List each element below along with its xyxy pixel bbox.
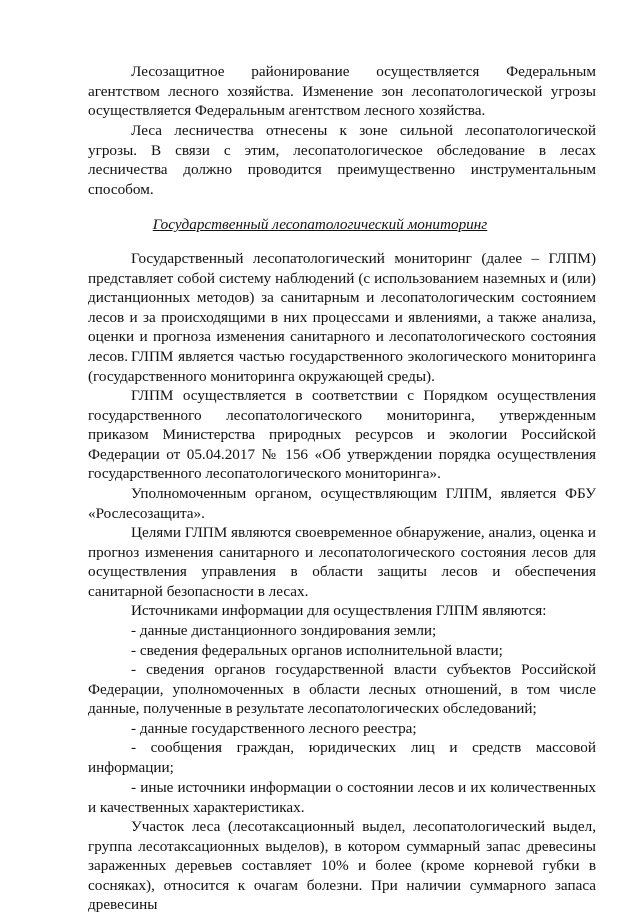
list-item-source: - данные дистанционного зондирования земли; (131, 622, 437, 639)
intro-paragraph-threat-zone: Леса лесничества отнесены к зоне сильной лесопатологической угрозы. В связи с этим, лесопатологическое обследование в лесах лесничества должно проводится преимущественно инструментальным способом. (88, 122, 596, 198)
list-item-source: - данные государственного лесного реестра; (131, 720, 417, 737)
list-item-source: - иные источники информации о состоянии лесов и их количественных и качественных характеристиках. (88, 779, 596, 816)
paragraph-glpm-part-of: ГЛПМ является частью государственного экологического мониторинга (государственного мониторинга окружающей среды). (88, 348, 596, 385)
paragraph-glpm-goals: Целями ГЛПМ являются своевременное обнаружение, анализ, оценка и прогноз изменения санитарного и лесопатологического состояния лесов для осуществления управления в области защиты лесов и обеспечения санитарной безопасности в лесах. (88, 524, 596, 600)
intro-paragraph-zoning: Лесозащитное районирование осуществляется Федеральным агентством лесного хозяйства. Изменение зон лесопатологической угрозы осуществляется Федеральным агентством лесного хозяйства. (88, 63, 596, 120)
paragraph-disease-focus: Участок леса (лесотаксационный выдел, лесопатологический выдел, группа лесотаксационных выделов), в котором суммарный запас древесины зараженных деревьев составляет 10% и более (кроме корневой губки в сосняках), относится к очагам болезни. При наличии суммарного запаса древесины (88, 818, 596, 914)
paragraph-authorized-body: Уполномоченным органом, осуществляющим ГЛПМ, является ФБУ «Рослесозащита». (88, 485, 596, 522)
list-item-source: - сведения федеральных органов исполнительной власти; (131, 642, 503, 659)
paragraph-sources-intro: Источниками информации для осуществления ГЛПМ являются: (131, 602, 547, 619)
paragraph-glpm-order: ГЛПМ осуществляется в соответствии с Порядком осуществления государственного лесопатологического мониторинга, утвержденным приказом Министерства природных ресурсов и экологии Российской Федерации от 05.04.2017 № 156 «Об утверждении порядка осуществления государственного лесопатологического мониторинга». (88, 387, 596, 483)
section-heading: Государственный лесопатологический мониторинг (152, 216, 488, 233)
list-item-source: - сведения органов государственной власти субъектов Российской Федерации, уполномоченных в области лесных отношений, в том числе данные, полученные в результате лесопатологических обследований; (88, 661, 596, 718)
paragraph-glpm-definition: Государственный лесопатологический мониторинг (далее – ГЛПМ) представляет собой систему наблюдений (с использованием наземных и (или) дистанционных методов) за санитарным и лесопатологическим состоянием лесов и за происходящими в них процессами и явлениями, а также анализа, оценки и прогноза изменения санитарного и лесопатологического состояния лесов. (88, 250, 596, 365)
list-item-source: - сообщения граждан, юридических лиц и средств массовой информации; (88, 739, 596, 776)
